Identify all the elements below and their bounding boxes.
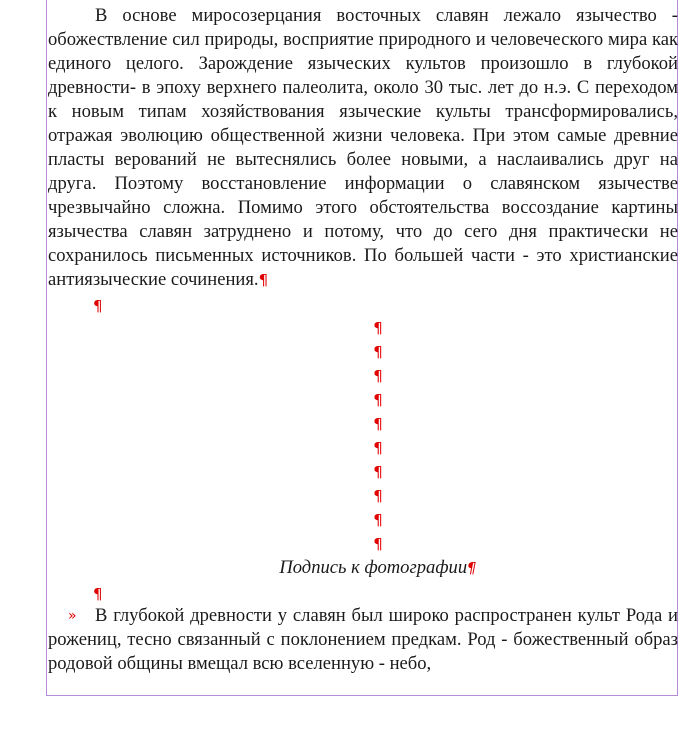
image-placeholder-area[interactable]: [48, 316, 678, 556]
empty-centered-paragraph[interactable]: [48, 508, 678, 532]
empty-centered-paragraph[interactable]: [48, 412, 678, 436]
photo-caption-text: Подпись к фотографии: [279, 557, 468, 578]
paragraph-1[interactable]: [48, 4, 678, 292]
empty-paragraph[interactable]: [48, 580, 678, 604]
empty-centered-paragraph[interactable]: [48, 316, 678, 340]
pilcrow-mark: ¶: [258, 271, 269, 289]
empty-centered-paragraph[interactable]: [48, 340, 678, 364]
paragraph-1-text: В основе миросозерцания восточных славян лежало язычество - обожествление сил природы, восприятие природного и человеческого мира как единого целого. Зарождение языческих культов произошло в глубокой древности- в эпоху верхнего палеолита, около 30 тыс. лет до н.э. С переходом к новым типам хозяйствования языческие культы трансформировались, отражая эволюцию общественной жизни человека. При этом самые древние пласты верований не вытеснялись более новыми, а наслаивались друг на друга. Поэтому восстановление информации о славянском язычестве чрезвычайно сложна. Помимо этого обстоятельства воссоздание картины язычества славян затруднено и потому, что до сего дня практически не сохранилось письменных источников. По большей части - это христианские антиязыческие сочинения.: [48, 5, 678, 290]
empty-centered-paragraph[interactable]: [48, 460, 678, 484]
pilcrow-mark: ¶: [373, 343, 383, 361]
pilcrow-mark: ¶: [373, 463, 383, 481]
empty-centered-paragraph[interactable]: [48, 388, 678, 412]
pilcrow-mark: ¶: [93, 297, 103, 315]
pilcrow-mark: ¶: [467, 559, 477, 577]
pilcrow-mark: ¶: [93, 585, 103, 603]
empty-centered-paragraph[interactable]: [48, 484, 678, 508]
empty-centered-paragraph[interactable]: [48, 436, 678, 460]
empty-centered-paragraph[interactable]: [48, 364, 678, 388]
paragraph-2-text: В глубокой древности у славян был широко распространен культ Рода и рожениц, тесно связанный с поклонением предкам. Род - божественный образ родовой общины вмещал всю вселенную - небо,: [48, 605, 678, 674]
tab-mark-icon: »: [68, 608, 77, 624]
document-body[interactable]: [48, 0, 678, 676]
pilcrow-mark: ¶: [373, 415, 383, 433]
pilcrow-mark: ¶: [373, 511, 383, 529]
pilcrow-mark: ¶: [373, 367, 383, 385]
pilcrow-mark: ¶: [373, 487, 383, 505]
paragraph-2[interactable]: [48, 604, 678, 676]
pilcrow-mark: ¶: [373, 319, 383, 337]
empty-paragraph[interactable]: [48, 292, 678, 316]
photo-caption[interactable]: [48, 556, 678, 580]
pilcrow-mark: ¶: [373, 439, 383, 457]
pilcrow-mark: ¶: [373, 535, 383, 553]
empty-centered-paragraph[interactable]: [48, 532, 678, 556]
pilcrow-mark: ¶: [373, 391, 383, 409]
